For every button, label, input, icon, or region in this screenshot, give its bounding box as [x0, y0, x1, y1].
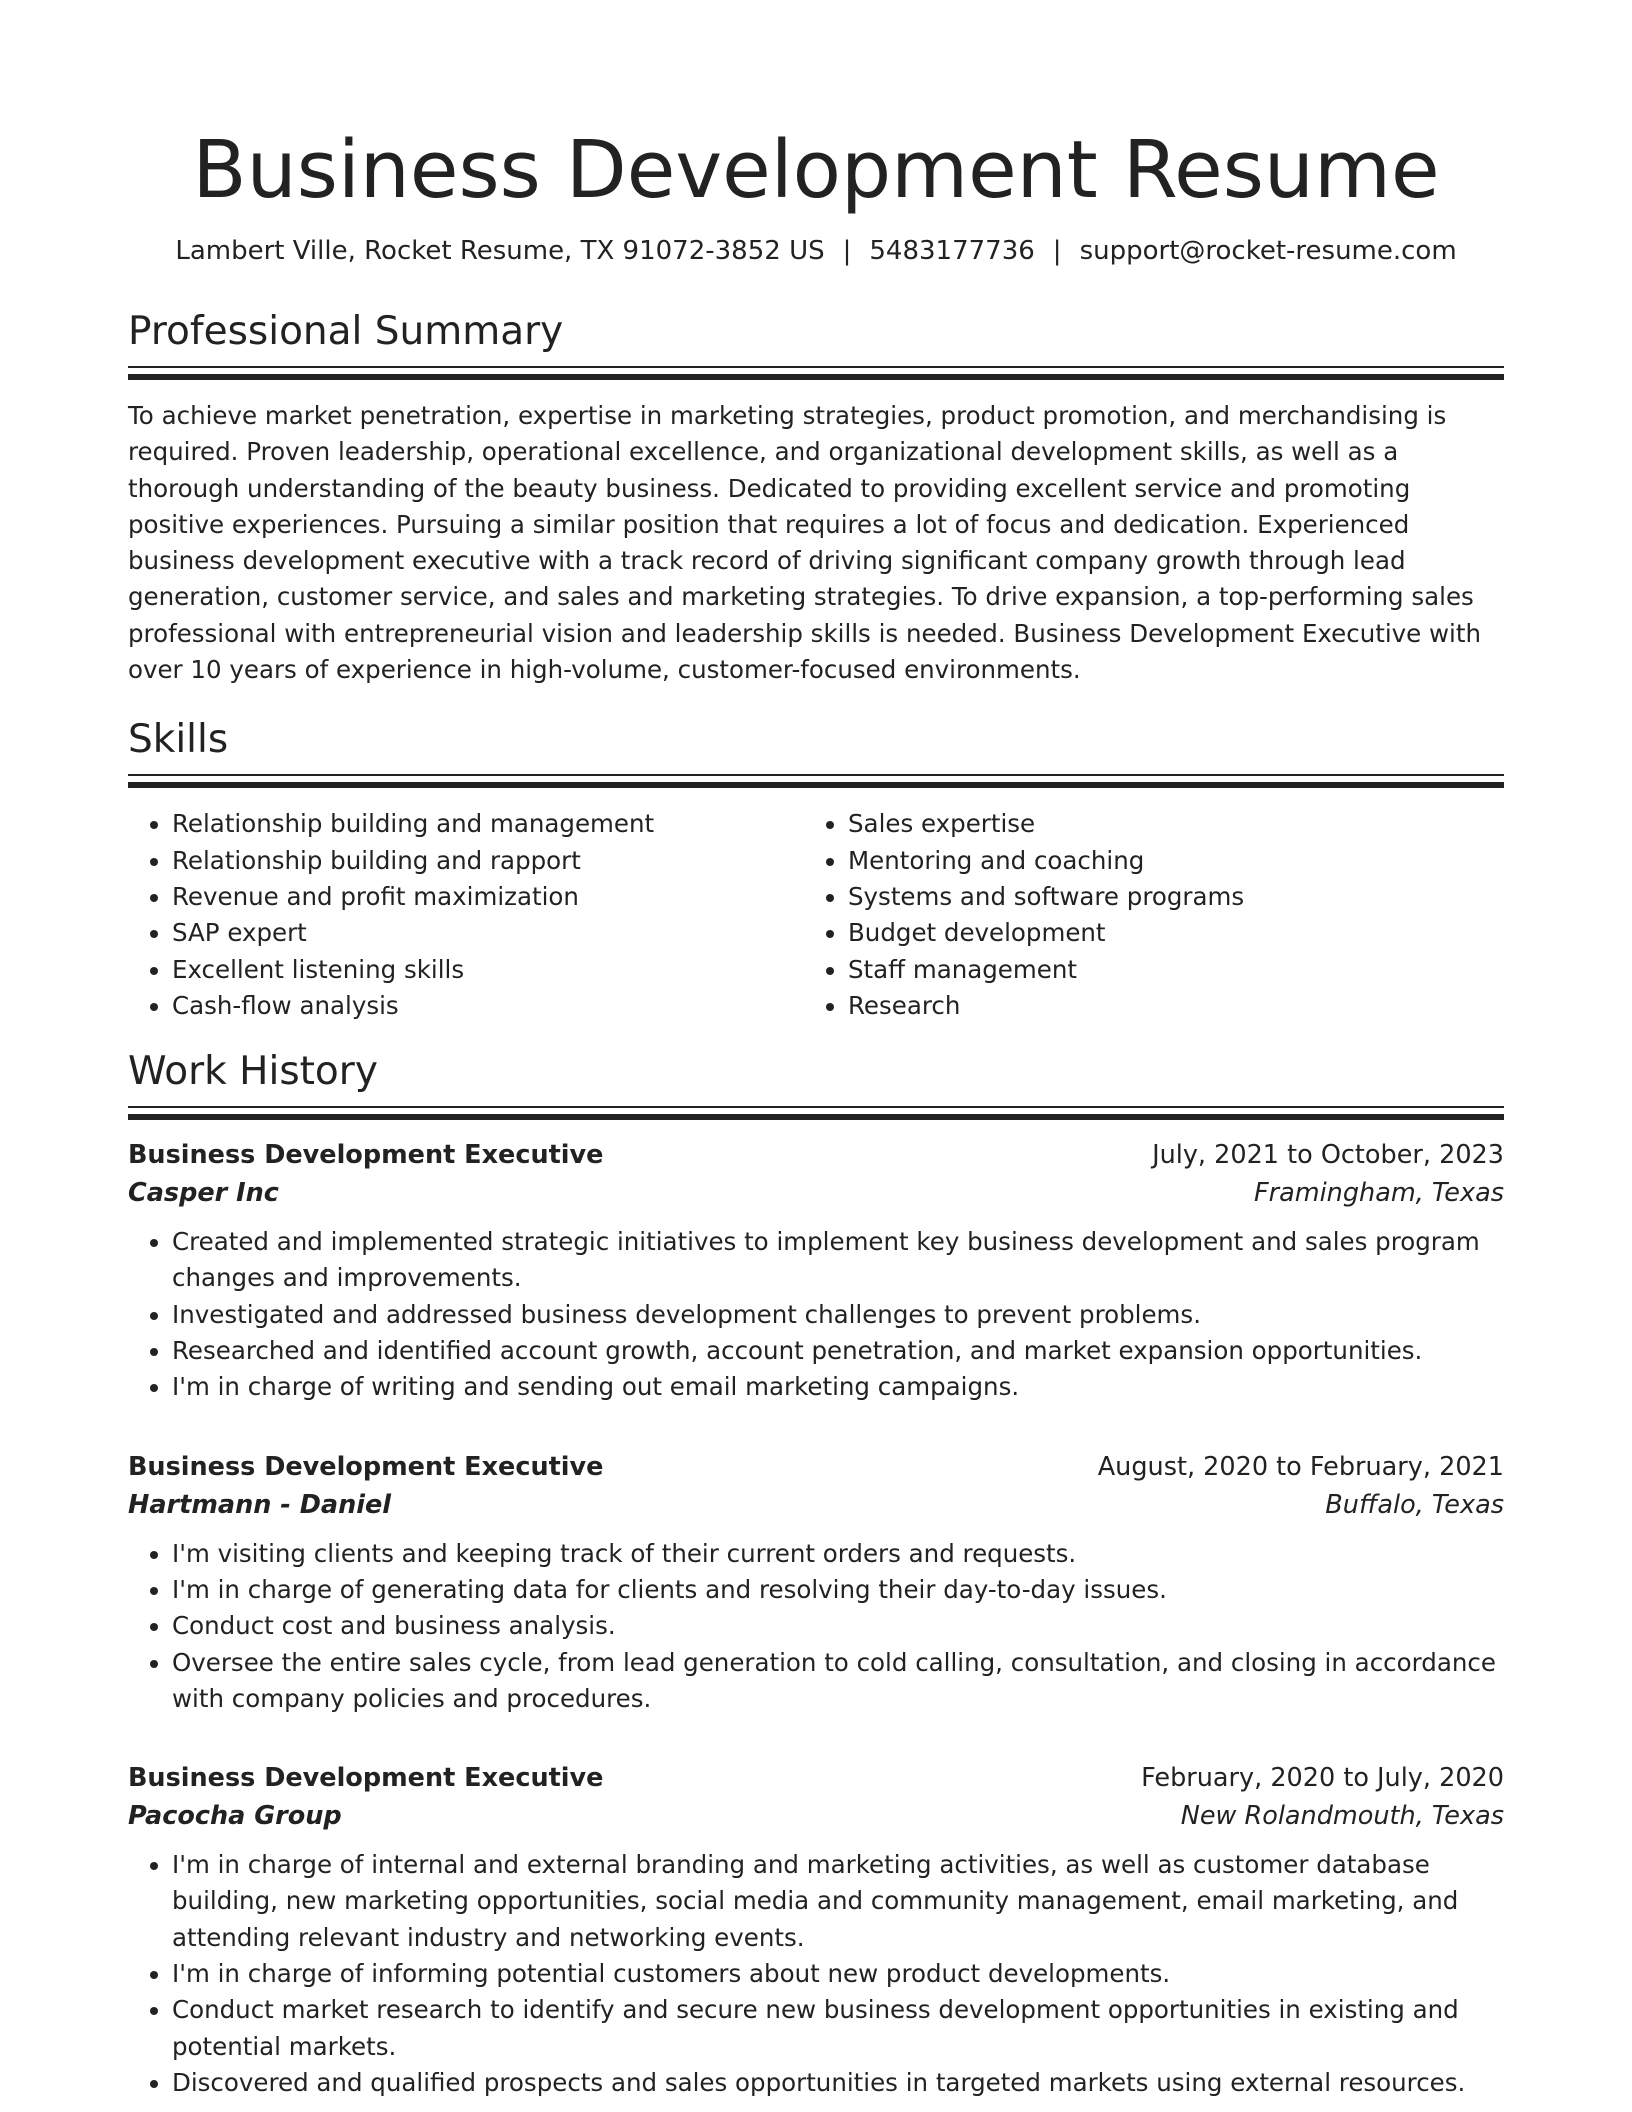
contact-separator: | [842, 236, 852, 266]
skills-list-right [804, 806, 1244, 1024]
skills-section [128, 716, 1504, 1024]
job-bullet: • I'm in charge of generating data for clients and resolving their day-to-day issues. [172, 1572, 1504, 1608]
job-bullet: • Discovered and qualified prospects and sales opportunities in targeted markets using external resources. [172, 2065, 1504, 2101]
section-divider [128, 774, 1504, 788]
skill-item: • Excellent listening skills [172, 952, 804, 988]
skills-columns [128, 806, 1504, 1024]
job-dates: February, 2020 to July, 2020 [1141, 1763, 1504, 1794]
skill-item: • SAP expert [172, 915, 804, 951]
contact-separator: | [1052, 236, 1062, 266]
job-dates: August, 2020 to February, 2021 [1097, 1451, 1504, 1482]
skill-item: • Staff management [848, 952, 1244, 988]
section-divider [128, 366, 1504, 380]
skill-item: • Cash-flow analysis [172, 988, 804, 1024]
resume-name: Business Development Resume [192, 124, 1440, 216]
job-bullets [128, 1224, 1504, 1405]
job-bullet: • I'm in charge of writing and sending out email marketing campaigns. [172, 1369, 1504, 1405]
job-company: Hartmann - Daniel [128, 1489, 392, 1520]
job-bullet: • Conduct market research to identify and secure new business development opportunities in existing and potential markets. [172, 1992, 1504, 2065]
skill-item: • Systems and software programs [848, 879, 1244, 915]
job-entry [128, 1448, 1504, 1717]
job-location: Framingham, Texas [1253, 1178, 1504, 1209]
skill-item: • Sales expertise [848, 806, 1244, 842]
skill-item: • Relationship building and rapport [172, 843, 804, 879]
job-bullet: • I'm in charge of informing potential customers about new product developments. [172, 1956, 1504, 1992]
job-bullet: • Oversee the entire sales cycle, from lead generation to cold calling, consultation, and closing in accordance with company policies and procedures. [172, 1645, 1504, 1718]
skill-item: • Budget development [848, 915, 1244, 951]
section-title-skills: Skills [128, 717, 229, 763]
job-bullet: • Conduct cost and business analysis. [172, 1608, 1504, 1644]
section-title-work-history: Work History [128, 1049, 378, 1095]
skill-item: • Research [848, 988, 1244, 1024]
section-divider [128, 1106, 1504, 1120]
job-entry [128, 1759, 1504, 2101]
skills-list-left [128, 806, 804, 1024]
job-bullet: • Created and implemented strategic initiatives to implement key business development and sales program changes and improvements. [172, 1224, 1504, 1297]
work-history-section [128, 1048, 1504, 2101]
job-dates: July, 2021 to October, 2023 [1152, 1140, 1504, 1171]
skill-item: • Mentoring and coaching [848, 843, 1244, 879]
contact-address: Lambert Ville, Rocket Resume, TX 91072-3852 US [175, 236, 825, 266]
job-location: New Rolandmouth, Texas [1180, 1801, 1504, 1832]
section-title-professional-summary: Professional Summary [128, 309, 564, 354]
job-bullet: • I'm visiting clients and keeping track of their current orders and requests. [172, 1536, 1504, 1572]
skill-item: • Relationship building and management [172, 806, 804, 842]
job-company: Casper Inc [128, 1178, 279, 1209]
job-bullet: • Investigated and addressed business development challenges to prevent problems. [172, 1297, 1504, 1333]
skill-item: • Revenue and profit maximization [172, 879, 804, 915]
job-bullet: • I'm in charge of internal and external branding and marketing activities, as well as customer database building, new marketing opportunities, social media and community management, email marketing, and attending relevant industry and networking events. [172, 1847, 1504, 1956]
professional-summary-section [128, 308, 1504, 688]
summary-text: To achieve market penetration, expertise in marketing strategies, product promotion, and merchandising is required. Proven leadership, operational excellence, and organizational development skills, as well as a thorough understanding of the beauty business. Dedicated to providing excellent service and promoting positive experiences. Pursuing a similar position that requires a lot of focus and dedication. Experienced business development executive with a track record of driving significant company growth through lead generation, customer service, and sales and marketing strategies. To drive expansion, a top-performing sales professional with entrepreneurial vision and leadership skills is needed. Business Development Executive with over 10 years of experience in high-volume, customer-focused environments. [128, 401, 1481, 685]
job-company: Pacocha Group [128, 1801, 342, 1832]
job-location: Buffalo, Texas [1325, 1489, 1504, 1520]
contact-phone: 5483177736 [869, 236, 1035, 266]
job-entry [128, 1136, 1504, 1405]
job-title: Business Development Executive [128, 1451, 604, 1482]
job-title: Business Development Executive [128, 1763, 604, 1794]
job-title: Business Development Executive [128, 1140, 604, 1171]
resume-page [128, 0, 1504, 2101]
job-bullet: • Researched and identified account growth, account penetration, and market expansion opportunities. [172, 1333, 1504, 1369]
contact-email: support@rocket-resume.com [1079, 236, 1457, 266]
job-bullets [128, 1536, 1504, 1717]
contact-line [128, 234, 1504, 268]
job-bullets [128, 1847, 1504, 2101]
